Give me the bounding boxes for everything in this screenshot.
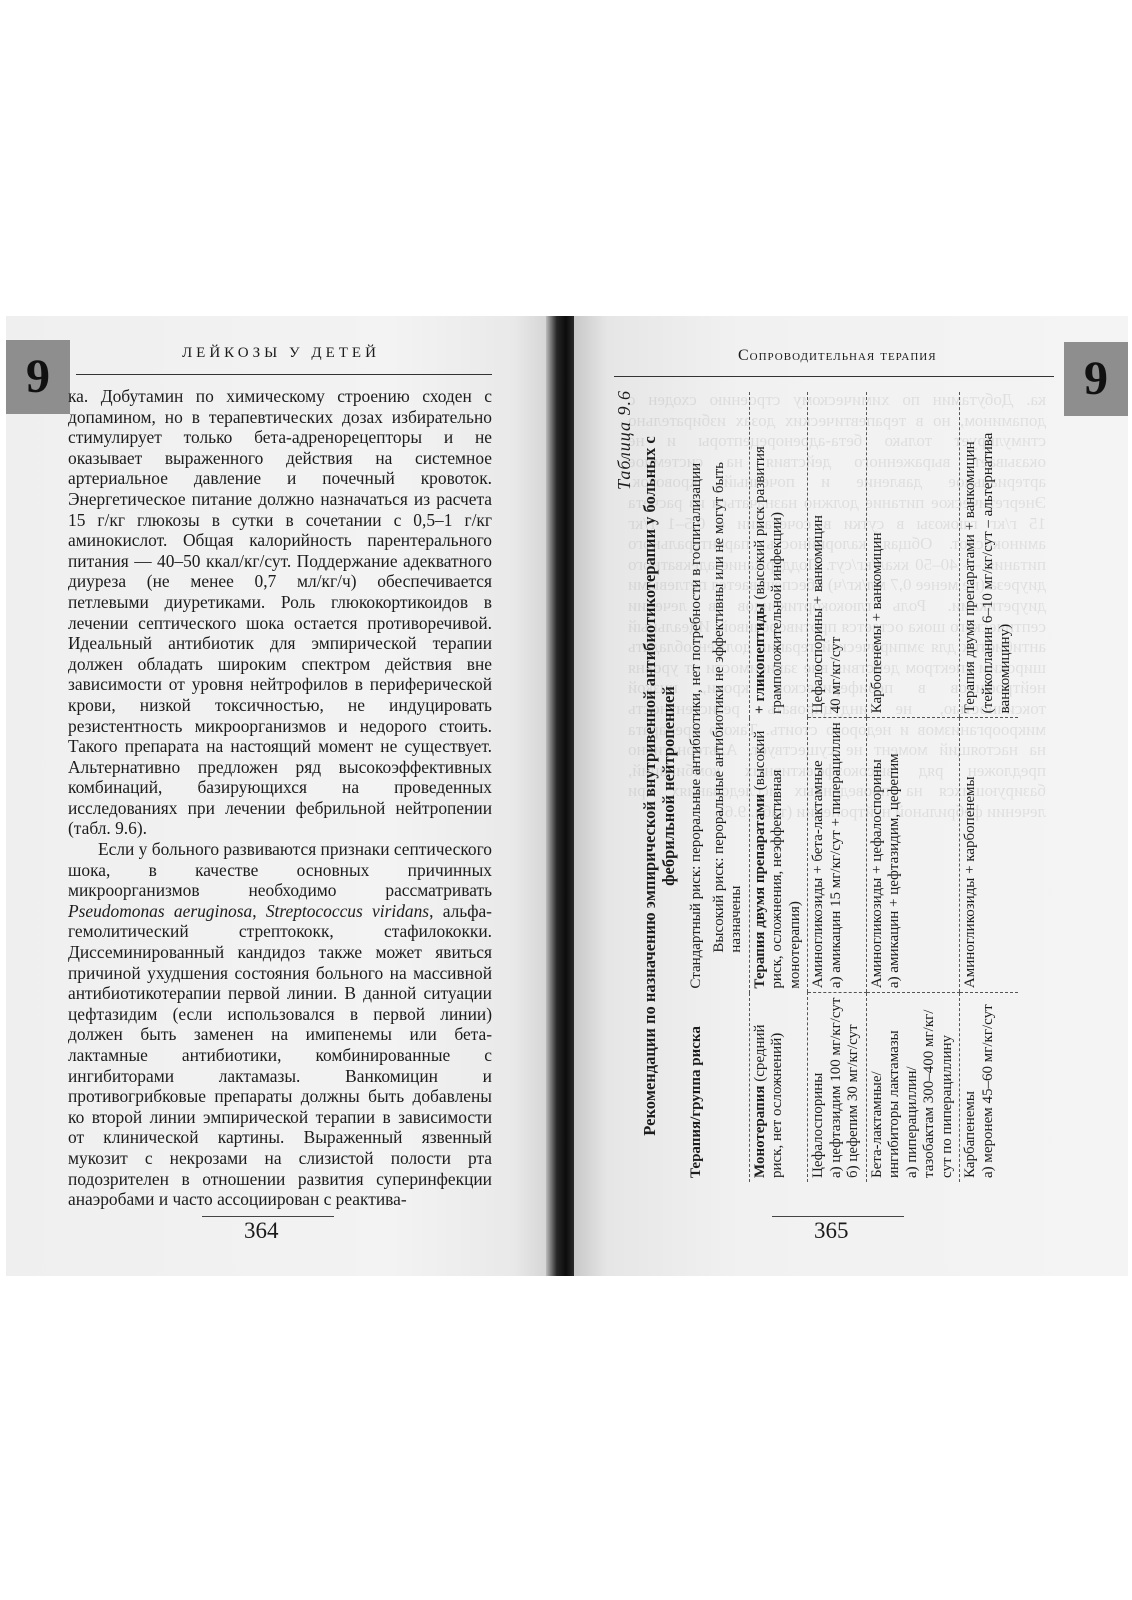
page-number-right: 365	[814, 1218, 849, 1243]
cell-bold: Терапия двумя препаратами	[751, 793, 768, 989]
table-cell: Аминогликозиды + цефалоспорины а) амикацин + цефтазидим, цефепим	[866, 718, 960, 993]
page-number-left: 364	[244, 1218, 279, 1243]
table-cell: Аминогликозиды + карбопенемы	[960, 718, 1018, 993]
right-page	[574, 316, 1128, 1276]
cell-bold: Монотерапия	[751, 1085, 768, 1178]
folio-rule-right	[772, 1216, 904, 1217]
antibiotic-table	[686, 392, 1018, 1182]
table-caption: Таблица 9.6	[614, 390, 634, 491]
header-rule-left	[76, 374, 492, 375]
paragraph-1: ка. Добутамин по химическому строению сходен с допамином, но в терапевтических дозах избирательно стимулирует только бета-адренорецепторы и не оказывает выраженного действия на системное артериальное давление и почечный кровоток. Энергетическое питание должно назначаться из расчета 15 г/кг глюкозы в сутки в сочетании с 0,5–1 г/кг аминокислот. Общая калорийность парентерального питания — 40–50 ккал/кг/сут. Поддержание адекватного диуреза (не менее 0,7 мл/кг/ч) обеспечивается петлевыми диуретиками. Роль глюкокортикоидов в лечении септического шока остается противоречивой. Идеальный антибиотик для эмпирической терапии должен обладать широким спектром действия вне зависимости от уровня нейтрофилов в периферической крови, низкой токсичностью, не индуцировать резистентность микроорганизмов и недорого стоить. Такого препарата на настоящий момент не существует. Альтернативно предложен ряд высокоэффективных комбинаций, базирующихся на проведенных исследованиях при лечении фебрильной нейтропении (табл. 9.6).	[68, 386, 492, 839]
book-spread	[6, 316, 1128, 1276]
table-cell: Терапия двумя препаратами + ванкомицин (тейкопланин 6–10 мг/кг/сут – альтернатива ванкомицину)	[960, 392, 1018, 718]
header-rule-right	[614, 376, 1054, 377]
table-title: Рекомендации по назначению эмпирической внутривенной антибиотикотерапии у больных с фебрильной нейтропенией	[640, 436, 678, 1136]
chapter-tab-right: 9	[1064, 342, 1128, 416]
table-cell: Бета-лактамные/ингибиторы лактамазы а) пиперациллин/тазобактам 300–400 мг/кг/сут по пиперациллину	[866, 993, 960, 1182]
table-row	[866, 392, 960, 1182]
table-row	[808, 392, 867, 1182]
cell-text: (средний риск, нет осложнений)	[751, 1024, 785, 1178]
table-cell	[709, 993, 750, 1182]
cell-text: (высокий риск развития грамположительной инфекции)	[751, 446, 785, 714]
cell-text: (высокий риск, осложнения, неэффективная монотерапия)	[751, 730, 803, 989]
table-cell	[749, 993, 808, 1182]
chapter-tab-left: 9	[6, 340, 70, 414]
organism-streptococcus: Streptococcus viridans	[265, 900, 430, 921]
table-cell: Цефалоспорины + ванкомицин 40 мг/кг/сут	[808, 392, 867, 718]
paragraph-2-start: Если у больного развиваются признаки септического шока, в качестве основных причинных микроорганизмов необходимо рассматривать	[68, 839, 492, 901]
table-row	[749, 392, 808, 1182]
table-cell: Терапия/группа риска	[688, 1026, 704, 1178]
comma: ,	[252, 900, 266, 921]
organism-pseudomonas: Pseudomonas aeruginosa	[68, 900, 253, 921]
paragraph-2-end: , альфа-гемолитический стрептококк, стафилококки. Диссеминированный кандидоз также может явиться причиной ухудшения состояния больного на массивной антибиотикотерапии первой линии. В данной ситуации цефтазидим (если использовался в первой линии) должен быть заменен на имипенемы или бета-лактамные антибиотики, комбинированные с ингибиторами лактамазы. Ванкомицин и противогрибковые препараты должны быть добавлены ко второй линии эмпирической терапии в зависимости от клинической картины. Выраженный язвенный мукозит с некрозами на слизистой полости рта подозрителен в отношении развития суперинфекции анаэробами и часто ассоциирован с реактива-	[68, 900, 492, 1210]
show-through-text: ка. Добутамин по химическому строению сходен с допамином, но в терапевтических дозах избирательно стимулирует только бета-адренорецепторы и не оказывает выраженного действия на системное артериальное давление и почечный кровоток. Энергетическое питание должно назначаться из расчета 15 г/кг глюкозы в сутки в сочетании с 0,5–1 г/кг аминокислот. Общая калорийность парентерального питания — 40–50 ккал/кг/сут. Поддержание адекватного диуреза (не менее 0,7 мл/кг/ч) обеспечивается петлевыми диуретиками. Роль глюкокортикоидов в лечении септического шока остается противоречивой. Идеальный антибиотик для эмпирической терапии должен обладать широким спектром действия вне зависимости от уровня нейтрофилов в периферической крови, низкой токсичностью, не индуцировать резистентность микроорганизмов и недорого стоить. Такого препарата на настоящий момент не существует. Альтернативно предложен ряд высокоэффективных комбинаций, базирующихся на проведенных исследованиях при лечении фебрильной нейтропении (табл. 9.6).	[628, 390, 1046, 821]
table-cell: Высокий риск: пероральные антибиотики не эффективны или не могут быть назначены	[710, 461, 744, 953]
table-row	[960, 392, 1018, 1182]
left-body-text	[68, 386, 492, 1210]
table-cell: Цефалоспорины а) цефтазидим 100 мг/кг/сут б) цефепим 30 мг/кг/сут	[808, 993, 867, 1182]
table-cell	[749, 392, 808, 718]
table-row	[709, 392, 750, 1182]
running-head-right: Сопроводительная терапия	[738, 347, 937, 364]
cell-bold: + гликопептиды	[751, 603, 768, 714]
rotated-table-area	[614, 386, 1054, 1186]
table-cell: Карбопенемы + ванкомицин	[866, 392, 960, 718]
table-row	[686, 392, 709, 1182]
left-page	[6, 316, 558, 1276]
table-cell: Карбапенемы а) меронем 45–60 мг/кг/сут	[960, 993, 1018, 1182]
paragraph-2	[68, 839, 492, 1210]
folio-rule-left	[202, 1216, 334, 1217]
table-cell: Аминогликозиды + бета-лактамные а) амикацин 15 мг/кг/сут + пиперациллин	[808, 718, 867, 993]
table-cell: Стандартный риск: пероральные антибиотики, нет потребности в госпитализации	[688, 462, 704, 989]
table-cell	[749, 718, 808, 993]
running-head-left: ЛЕЙКОЗЫ У ДЕТЕЙ	[182, 345, 380, 361]
